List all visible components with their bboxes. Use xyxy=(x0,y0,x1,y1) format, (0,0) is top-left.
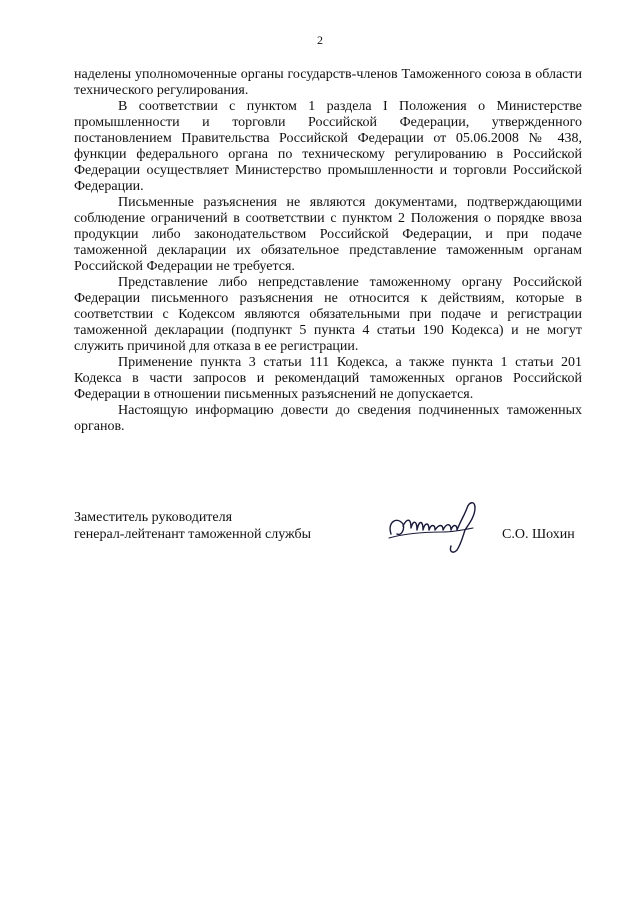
paragraph-submission: Представление либо непредставление таможенному органу Российской Федерации письменного разъяснения не относится к действиям, которые в соответствии с Кодексом являются обязательными при подаче и регистрации таможенной декларации (подпункт 5 пункта 4 статьи 190 Кодекса) и не могут служить причиной для отказа в ее регистрации. xyxy=(74,275,582,354)
signatory-position xyxy=(74,509,311,543)
paragraph-code-application: Применение пункта 3 статьи 111 Кодекса, а также пункта 1 статьи 201 Кодекса в части запросов и рекомендаций таможенных органов Российской Федерации в отношении письменных разъяснений не допускается. xyxy=(74,355,582,402)
handwritten-signature xyxy=(383,494,493,556)
signatory-name: С.О. Шохин xyxy=(502,527,575,542)
letter-body xyxy=(74,67,582,435)
paragraph-instruction: Настоящую информацию довести до сведения подчиненных таможенных органов. xyxy=(74,403,582,434)
paragraph-ministry-functions: В соответствии с пунктом 1 раздела I Положения о Министерстве промышленности и торговли Российской Федерации, утвержденного постановлением Правительства Российской Федерации от 05.06.2008 № 438, функции федерального органа по техническому регулированию в Российской Федерации осуществляет Министерство промышленности и торговли Российской Федерации. xyxy=(74,99,582,194)
signatory-position-line2: генерал-лейтенант таможенной службы xyxy=(74,527,312,542)
paragraph-continuation: наделены уполномоченные органы государств-членов Таможенного союза в области технического регулирования. xyxy=(74,67,582,98)
paragraph-written-clarifications: Письменные разъяснения не являются документами, подтверждающими соблюдение ограничений в соответствии с пунктом 2 Положения о порядке ввоза продукции либо законодательством Российской Федерации, и при подаче таможенной декларации их обязательное представление таможенным органам Российской Федерации не требуется. xyxy=(74,195,582,274)
signatory-position-line1: Заместитель руководителя xyxy=(74,510,233,525)
page-number: 2 xyxy=(317,33,323,47)
